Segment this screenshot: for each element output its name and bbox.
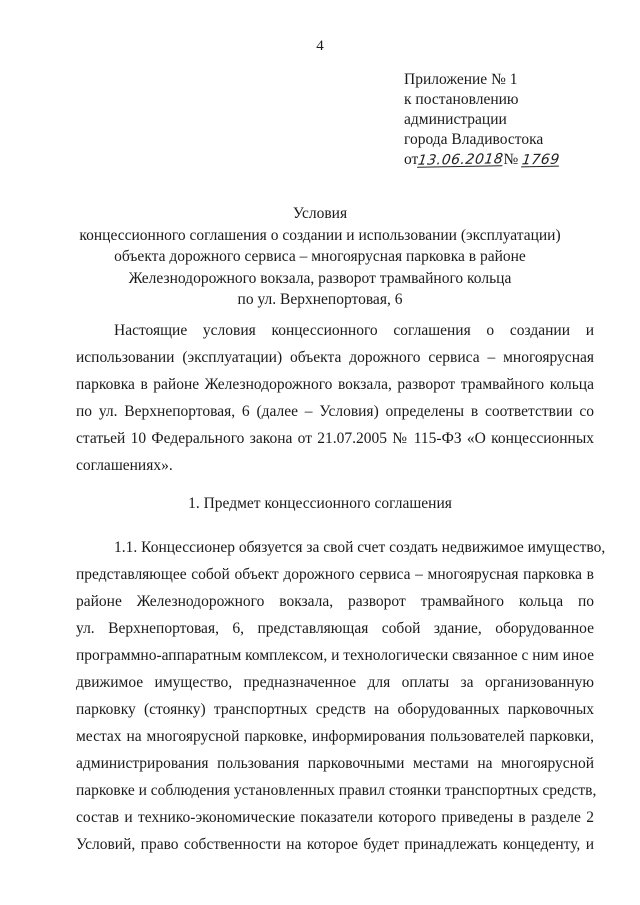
intro-line: использовании (эксплуатации) объекта дорожного сервиса – многоярусная: [76, 349, 594, 366]
document-title: [60, 203, 580, 311]
handwritten-date: 13.06.2018: [417, 151, 505, 169]
appendix-line-city: города Владивостока: [404, 131, 544, 148]
appendix-block: [404, 70, 634, 170]
section1-paragraph: [76, 534, 606, 858]
intro-line: Настоящие условия концессионного соглашения о создании и: [114, 322, 594, 339]
section1-line: состав и технико-экономические показатели которого приведены в разделе 2: [76, 809, 594, 826]
title-line-2: концессионного соглашения о создании и использовании (эксплуатации): [79, 226, 561, 244]
section1-line: программно-аппаратным комплексом, и технологически связанное с ним иное: [76, 647, 594, 664]
section1-line: ул. Верхнепортовая, 6, представляющая собой здание, оборудованное: [76, 620, 594, 637]
date-prefix: от: [404, 151, 419, 168]
appendix-line-administration: администрации: [404, 111, 507, 128]
intro-line: статьей 10 Федерального закона от 21.07.2005 № 115-ФЗ «О концессионных: [76, 430, 594, 447]
appendix-title: Приложение № 1: [404, 71, 518, 88]
intro-paragraph: [76, 317, 594, 479]
section1-line: 1.1. Концессионер обязуется за свой счет создать недвижимое имущество,: [114, 539, 606, 556]
title-line-3: объекта дорожного сервиса – многоярусная парковка в районе: [114, 248, 526, 265]
appendix-line-resolution: к постановлению: [404, 91, 519, 108]
title-line-4: Железнодорожного вокзала, разворот трамвайного кольца: [128, 269, 512, 287]
section1-line: представляющее собой объект дорожного сервиса – многоярусная парковка в: [76, 566, 594, 583]
section-heading: 1. Предмет концессионного соглашения: [188, 495, 452, 512]
section1-line: движимое имущество, предназначенное для оплаты за организованную: [76, 674, 594, 691]
section1-line: парковку (стоянку) транспортных средств на оборудованных парковочных: [76, 701, 594, 718]
intro-line: парковка в районе Железнодорожного вокзала, разворот трамвайного кольца: [76, 376, 594, 393]
section1-line: администрирования пользования парковочными местами на многоярусной: [76, 755, 594, 772]
section1-line: парковке и соблюдения установленных правил стоянки транспортных средств,: [76, 782, 597, 799]
intro-line: соглашениях».: [76, 457, 173, 474]
section1-line: местах на многоярусной парковке, информирования пользователей парковки,: [76, 728, 594, 745]
handwritten-number: 1769: [521, 151, 561, 169]
title-line-1: Условия: [292, 205, 348, 222]
appendix-date-line: [404, 150, 634, 170]
intro-line: по ул. Верхнепортовая, 6 (далее – Условия) определены в соответствии со: [76, 403, 594, 420]
section1-line: районе Железнодорожного вокзала, разворот трамвайного кольца по: [76, 593, 594, 610]
title-line-5: по ул. Верхнепортовая, 6: [237, 291, 403, 308]
section1-line: Условий, право собственности на которое будет принадлежать концеденту, и: [76, 836, 594, 853]
page-number: 4: [316, 38, 324, 54]
number-prefix: №: [503, 151, 519, 168]
